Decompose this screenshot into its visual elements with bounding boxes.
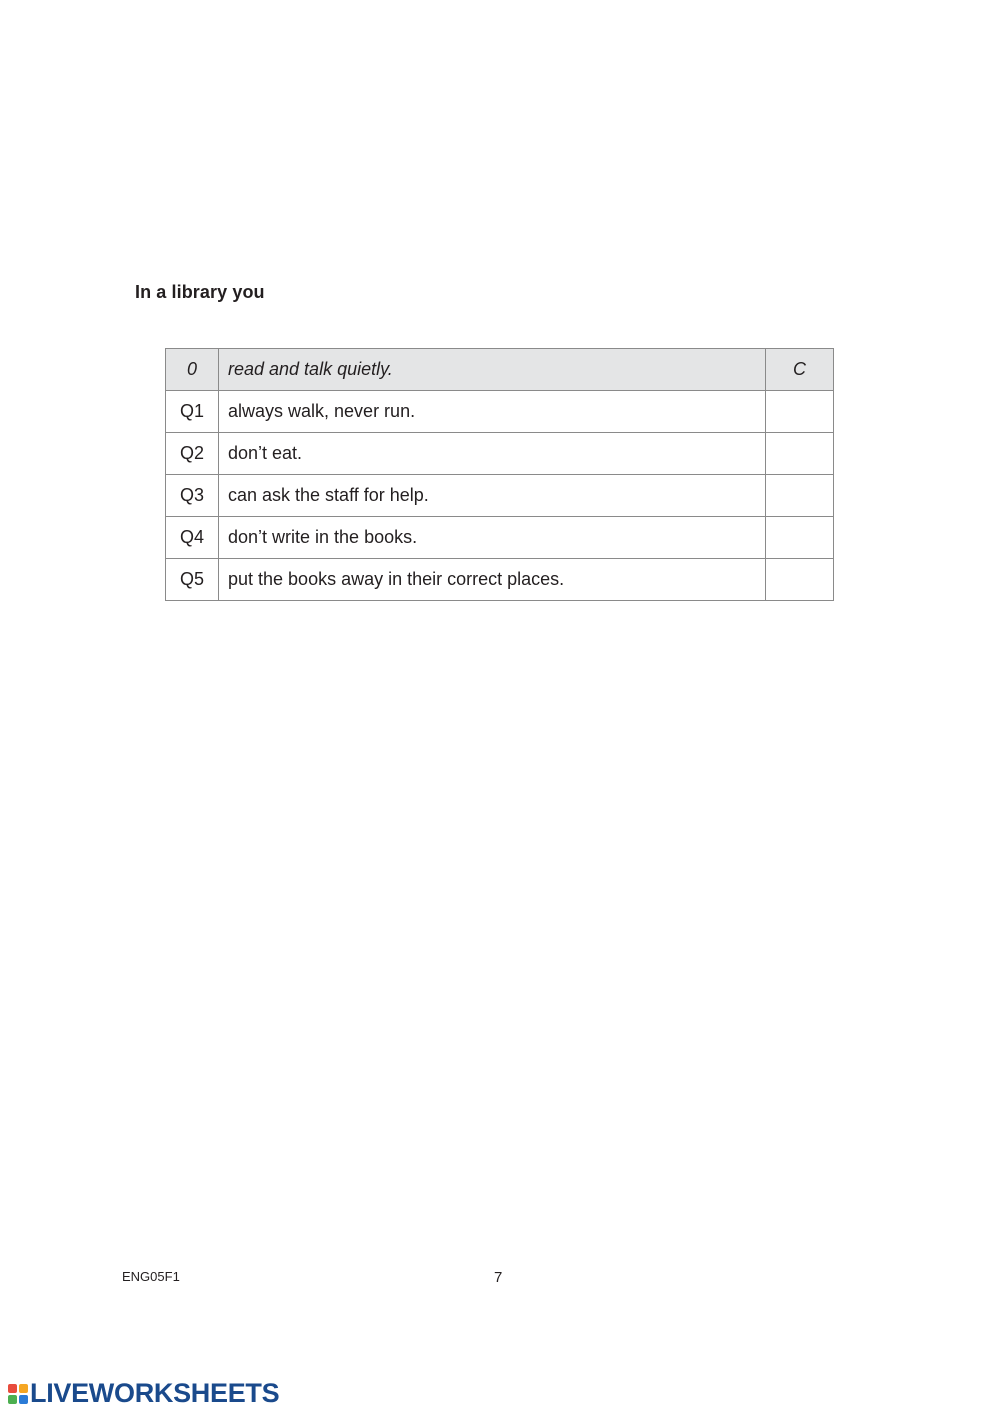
answer-input-cell[interactable] [766,433,834,475]
logo-square-br [19,1395,28,1404]
liveworksheets-logo-icon [8,1384,28,1404]
table-row [166,433,834,475]
table-row [166,391,834,433]
row-number: Q5 [166,559,219,601]
statement-text: don’t eat. [219,433,766,475]
row-number: 0 [166,349,219,391]
section-heading: In a library you [135,282,265,302]
answer-cell: C [766,349,834,391]
answer-input-cell[interactable] [766,475,834,517]
statement-text: can ask the staff for help. [219,475,766,517]
logo-square-bl [8,1395,17,1404]
table-row [166,475,834,517]
statement-text: always walk, never run. [219,391,766,433]
page-number: 7 [494,1269,503,1286]
document-code: ENG05F1 [122,1269,180,1284]
statement-text: read and talk quietly. [219,349,766,391]
row-number: Q4 [166,517,219,559]
liveworksheets-brand [8,1380,279,1407]
table-row [166,517,834,559]
statement-text: don’t write in the books. [219,517,766,559]
answer-input-cell[interactable] [766,559,834,601]
brand-name: LIVEWORKSHEETS [30,1378,280,1408]
row-number: Q2 [166,433,219,475]
questions-table [165,348,834,601]
logo-square-tl [8,1384,17,1393]
table-row [166,559,834,601]
logo-square-tr [19,1384,28,1393]
row-number: Q3 [166,475,219,517]
row-number: Q1 [166,391,219,433]
answer-input-cell[interactable] [766,517,834,559]
answer-input-cell[interactable] [766,391,834,433]
statement-text: put the books away in their correct places. [219,559,766,601]
example-row [166,349,834,391]
